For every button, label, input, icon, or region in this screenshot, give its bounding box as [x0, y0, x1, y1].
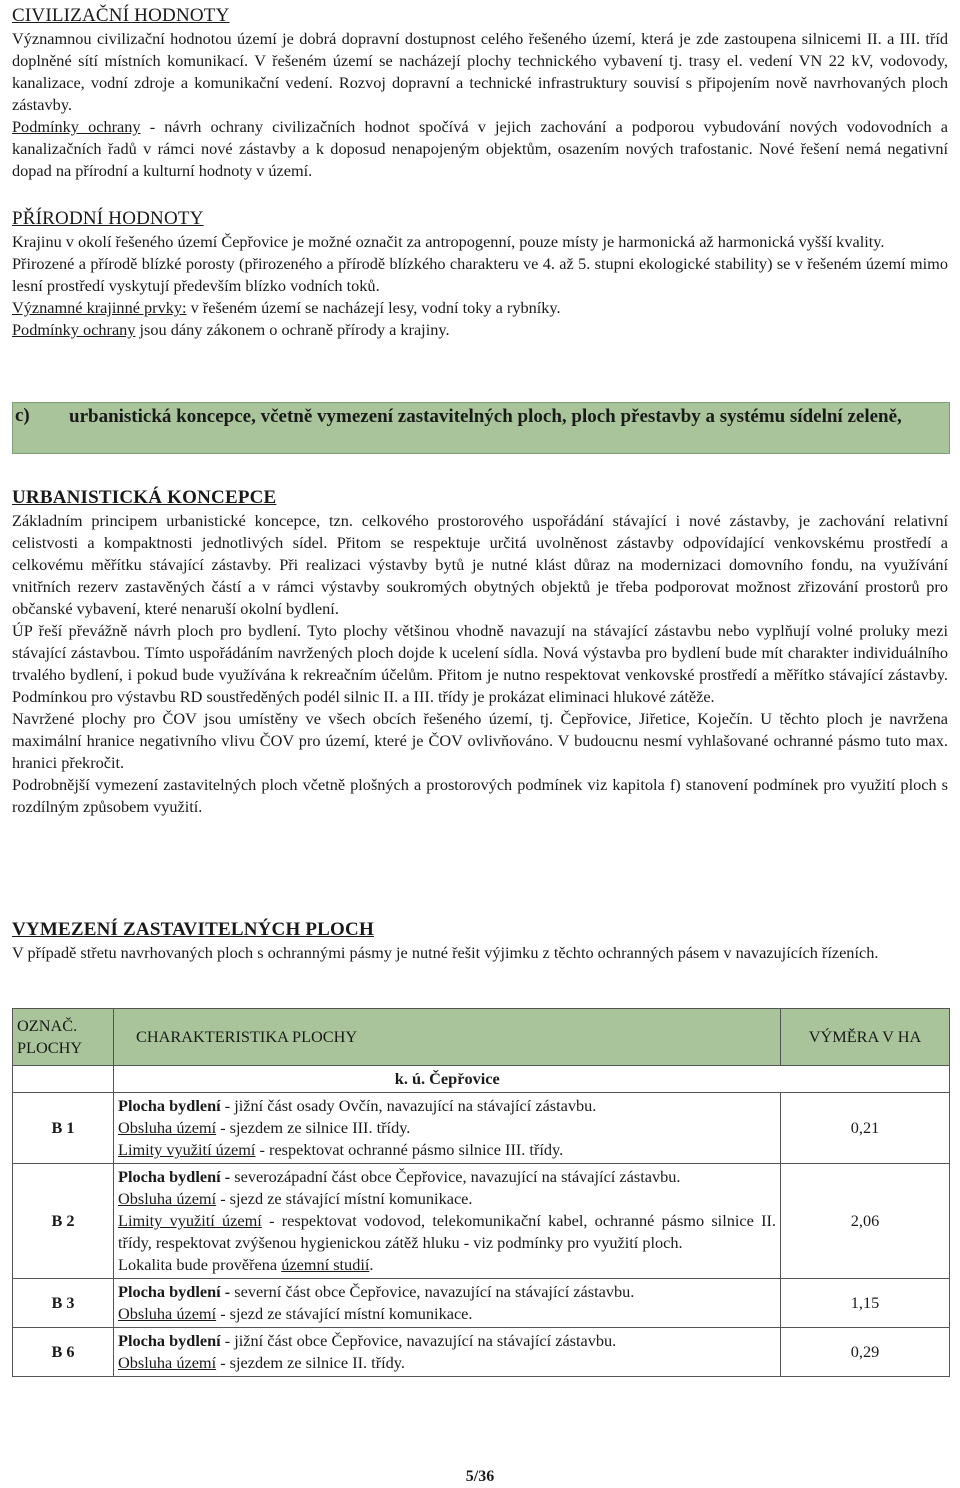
group-empty-cell [13, 1066, 114, 1093]
urb-paragraph-1: Základním principem urbanistické koncepce, tzn. celkového prostorového uspořádání stávající i nové zástavby, je zachování relativní celistvosti a kompaktnosti jednotlivých sídel. Přitom se respektuje určitá uvolněnost zástavby odpovídající venkovskému prostředí a celkovému měřítku stávající zástavby. Při realizaci výstavby bytů je nutné klást důraz na modernizaci domovního fondu, na využívání vnitřních rezerv zastavěných částí a v rámci výstavby soukromých obytných objektů je třeba podporovat možnost zřizování prostorů pro občanské vybavení, které nenaruší okolní bydlení. [12, 511, 948, 618]
nat-landscape-text: v řešeném území se nacházejí lesy, vodní toky a rybníky. [186, 298, 561, 317]
header-area: VÝMĚRA V HA [781, 1009, 950, 1066]
nat-paragraph-1: Krajinu v okolí řešeného území Čepřovice je možné označit za antropogenní, pouze místy je harmonická až harmonická vyšší kvality. [12, 232, 885, 251]
row-line [118, 1352, 776, 1374]
row-line [118, 1139, 776, 1161]
section-heading-nature: PŘÍRODNÍ HODNOTY [12, 208, 204, 229]
nat-paragraph-2: Přirozené a přírodě blízké porosty (přirozeného a přírodě blízkého charakteru ve 4. až 5. stupni ekologické stability) se v řešeném území mimo lesní prostředí vyskytují především blízko vodních toků. [12, 254, 948, 295]
row-code: B 2 [13, 1164, 114, 1279]
limits-label: Limity využití území [118, 1140, 256, 1159]
table-row [13, 1164, 950, 1279]
plot-type: Plocha bydlení [118, 1096, 221, 1115]
row-characteristics [114, 1164, 781, 1279]
row-area: 0,29 [781, 1328, 950, 1377]
access-label: Obsluha území [118, 1353, 217, 1372]
row-line [118, 1166, 776, 1188]
section-heading-urbanism: URBANISTICKÁ KONCEPCE [12, 487, 277, 508]
group-empty-cell-right [781, 1066, 950, 1093]
urb-paragraph-3: Navržené plochy pro ČOV jsou umístěny ve všech obcích řešeného území, tj. Čepřovice, Jiřetice, Koječín. U těchto ploch je navržena maximální hranice negativního vlivu ČOV pro území, které je ČOV ovlivňováno. V budoucnu nesmí vyhlašované ochranné pásmo tuto max. hranici překročit. [12, 709, 948, 772]
nat-paragraph-4 [12, 319, 948, 341]
plot-description: - jižní část osady Ovčín, navazující na stávající zástavbu. [220, 1096, 597, 1115]
row-line [118, 1303, 776, 1325]
access-text: - sjezdem ze silnice III. třídy. [216, 1118, 411, 1137]
access-text: - sjezdem ze silnice II. třídy. [216, 1353, 405, 1372]
row-line [118, 1210, 776, 1254]
row-line [118, 1330, 776, 1352]
header-code: OZNAČ. PLOCHY [13, 1009, 114, 1066]
areas-table [12, 1008, 950, 1377]
plot-type: Plocha bydlení - [118, 1282, 231, 1301]
civ-paragraph-1: Významnou civilizační hodnotou území je dobrá dopravní dostupnost celého řešeného území, která je zde zastoupena silnicemi II. a III. tříd doplněné sítí místních komunikací. V řešeném území se nacházejí plochy technického vybavení tj. trasy el. vedení VN 22 kV, vodovody, kanalizace, vodní zdroje a komunikační vedení. Rozvoj dopravní a technické infrastruktury souvisí s připojením nově navrhovaných ploch zástavby. [12, 29, 948, 114]
row-line [118, 1188, 776, 1210]
limits-text: - respektovat vodovod, telekomunikační kabel, ochranné pásmo silnice II. třídy, respektovat zvýšenou hygienickou zátěž hluku - viz podmínky pro využití ploch. [118, 1211, 777, 1252]
table-row [13, 1328, 950, 1377]
row-characteristics [114, 1328, 781, 1377]
study-end: . [369, 1255, 374, 1274]
civ-conditions-label: Podmínky ochrany [12, 117, 141, 136]
group-label: k. ú. Čepřovice [114, 1066, 781, 1093]
access-label: Obsluha území [118, 1118, 217, 1137]
row-line [118, 1095, 776, 1117]
header-characteristics: CHARAKTERISTIKA PLOCHY [114, 1009, 781, 1066]
row-characteristics [114, 1093, 781, 1164]
study-label: územní studií [281, 1255, 370, 1274]
study-text: Lokalita bude prověřena [118, 1255, 282, 1274]
plot-description: severní část obce Čepřovice, navazující na stávající zástavbu. [230, 1282, 635, 1301]
table-group-row [13, 1066, 950, 1093]
vym-paragraph-1: V případě střetu navrhovaných ploch s ochrannými pásmy je nutné řešit výjimku z těchto ochranných pásem v navazujících řízeních. [12, 943, 879, 962]
nat-landscape-label: Významné krajinné prvky: [12, 298, 187, 317]
section-heading-buildable-areas: VYMEZENÍ ZASTAVITELNÝCH PLOCH [12, 919, 374, 940]
section-heading-civilization: CIVILIZAČNÍ HODNOTY [12, 5, 230, 26]
plot-description: severozápadní část obce Čepřovice, navazující na stávající zástavbu. [230, 1167, 681, 1186]
table-row [13, 1093, 950, 1164]
nat-conditions-label: Podmínky ochrany [12, 320, 136, 339]
row-area: 2,06 [781, 1164, 950, 1279]
row-area: 0,21 [781, 1093, 950, 1164]
row-line [118, 1281, 776, 1303]
plot-type: Plocha bydlení [118, 1331, 221, 1350]
page-number: 5/36 [465, 1468, 495, 1485]
access-label: Obsluha území [118, 1304, 217, 1323]
access-text: - sjezd ze stávající místní komunikace. [216, 1304, 473, 1323]
table-row [13, 1279, 950, 1328]
row-line [118, 1254, 776, 1276]
access-text: - sjezd ze stávající místní komunikace. [216, 1189, 473, 1208]
limits-label: Limity využití území [118, 1211, 262, 1230]
row-area: 1,15 [781, 1279, 950, 1328]
chapter-title: urbanistická koncepce, včetně vymezení zastavitelných ploch, ploch přestavby a systému sídelní zeleně, [69, 406, 902, 427]
urb-paragraph-2: ÚP řeší převážně návrh ploch pro bydlení. Tyto plochy většinou vhodně navazují na stávající zástavbu nebo vyplňují volné proluky mezi stávající zástavbou. Tímto uspořádáním navržených ploch dojde k ucelení sídla. Nová výstavba pro bydlení bude mít charakter individuálního trvalého bydlení, i pokud bude využívána k rekreačním účelům. Přitom je nutno respektovat venkovské prostředí a měřítko stávající zástavby. Podmínkou pro výstavbu RD soustředěných podél silnic II. a III. třídy je prokázat eliminaci hlukové zátěže. [12, 621, 948, 706]
row-code: B 6 [13, 1328, 114, 1377]
nat-paragraph-3 [12, 297, 948, 319]
urb-paragraph-4: Podrobnější vymezení zastavitelných ploch včetně plošných a prostorových podmínek viz kapitola f) stanovení podmínek pro využití ploch s rozdílným způsobem využití. [12, 775, 948, 816]
civ-conditions-text: - návrh ochrany civilizačních hodnot spočívá v jejich zachování a podporou vybudování nových vodovodních a kanalizačních řadů v rámci nové zástavby a k doposud nenapojeným objektům, osazením nových trafostanic. Nové řešení nemá negativní dopad na přírodní a kulturní hodnoty v území. [12, 117, 948, 180]
row-characteristics [114, 1279, 781, 1328]
row-line [118, 1117, 776, 1139]
plot-description: - jižní část obce Čepřovice, navazující na stávající zástavbu. [220, 1331, 617, 1350]
chapter-label: c) [15, 405, 30, 426]
limits-text: - respektovat ochranné pásmo silnice III. třídy. [255, 1140, 564, 1159]
nat-conditions-text: jsou dány zákonem o ochraně přírody a krajiny. [135, 320, 450, 339]
civ-paragraph-2 [12, 116, 948, 182]
row-code: B 3 [13, 1279, 114, 1328]
plot-type: Plocha bydlení - [118, 1167, 231, 1186]
access-label: Obsluha území [118, 1189, 217, 1208]
table-header-row [13, 1009, 950, 1066]
chapter-banner [12, 402, 950, 454]
row-code: B 1 [13, 1093, 114, 1164]
